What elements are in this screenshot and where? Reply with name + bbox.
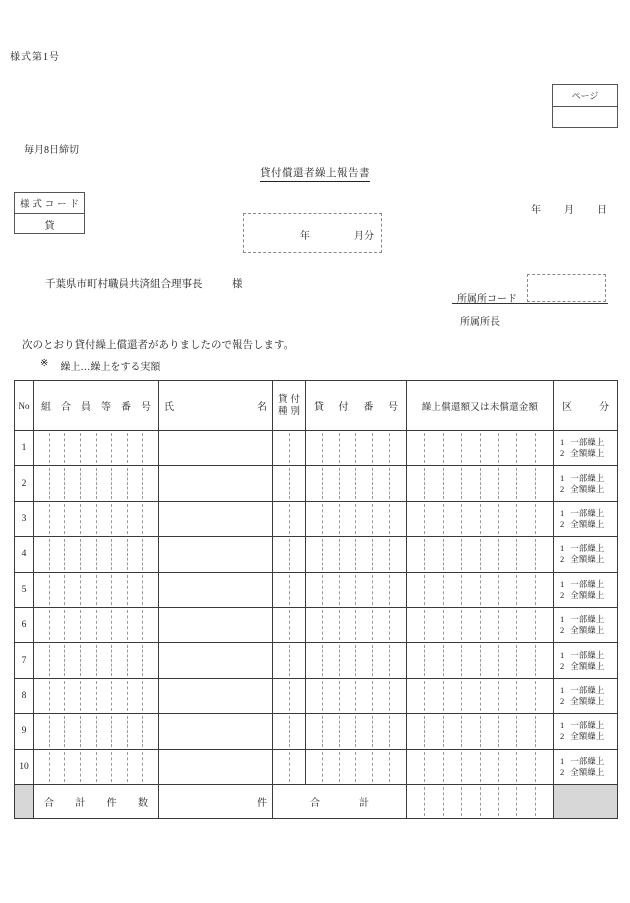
member-number-cell[interactable] [34, 679, 159, 713]
repayment-table [14, 380, 618, 819]
row-number: 9 [15, 714, 34, 748]
page-title: 貸付償還者繰上報告書 [260, 168, 370, 182]
header-name: 氏 名 [159, 381, 273, 430]
member-number-cell[interactable] [34, 502, 159, 536]
table-row [15, 678, 617, 713]
office-code-field[interactable] [527, 274, 606, 302]
loan-number-cell[interactable] [306, 466, 407, 500]
loan-type-cell[interactable] [273, 431, 306, 465]
row-number: 5 [15, 573, 34, 607]
member-number-cell[interactable] [34, 643, 159, 677]
loan-type-cell[interactable] [273, 643, 306, 677]
form-code-label: 様 式 コ ー ド [15, 193, 84, 214]
row-number: 10 [15, 750, 34, 784]
footer-total-label: 合 計 [273, 785, 407, 818]
footer-count-field[interactable]: 件 [159, 785, 273, 818]
loan-number-cell[interactable] [306, 537, 407, 571]
amount-cell[interactable] [407, 750, 554, 784]
loan-number-cell[interactable] [306, 431, 407, 465]
loan-type-cell[interactable] [273, 608, 306, 642]
form-code-box [14, 192, 85, 234]
loan-type-cell[interactable] [273, 750, 306, 784]
row-number: 2 [15, 466, 34, 500]
header-no: No [15, 381, 34, 430]
footer-total-count-label: 合 計 件 数 [34, 785, 159, 818]
loan-number-cell[interactable] [306, 573, 407, 607]
kubun-cell[interactable]: 1 一部繰上 2 全額繰上 [560, 649, 605, 671]
report-period-box[interactable] [243, 213, 382, 253]
header-loan-number: 貸 付 番 号 [306, 381, 407, 430]
loan-type-cell[interactable] [273, 679, 306, 713]
month-label: 月 [564, 205, 574, 216]
loan-number-cell[interactable] [306, 608, 407, 642]
table-row [15, 607, 617, 642]
table-row [15, 465, 617, 500]
footer-shaded-no [15, 785, 34, 818]
note-line [40, 358, 160, 373]
table-row [15, 749, 617, 784]
member-number-cell[interactable] [34, 466, 159, 500]
loan-type-cell[interactable] [273, 466, 306, 500]
report-statement: 次のとおり貸付繰上償還者がありましたので報告します。 [22, 340, 295, 351]
header-amount: 繰上償還額又は未償還金額 [407, 381, 554, 430]
office-code-label: 所属所コード [457, 294, 517, 305]
kubun-cell[interactable]: 1 一部繰上 2 全額繰上 [560, 578, 605, 600]
header-loan-type: 貸 付 種 別 [273, 381, 306, 430]
loan-number-cell[interactable] [306, 502, 407, 536]
name-cell[interactable] [159, 608, 273, 642]
kubun-cell[interactable]: 1 一部繰上 2 全額繰上 [560, 684, 605, 706]
name-cell[interactable] [159, 502, 273, 536]
amount-cell[interactable] [407, 537, 554, 571]
amount-cell[interactable] [407, 643, 554, 677]
footer-total-amount-field[interactable] [407, 785, 554, 818]
table-row [15, 430, 617, 465]
period-year-label: 年 [300, 231, 310, 242]
form-number: 様式第1号 [10, 52, 60, 63]
loan-number-cell[interactable] [306, 714, 407, 748]
loan-type-cell[interactable] [273, 573, 306, 607]
page-label: ページ [553, 85, 617, 107]
name-cell[interactable] [159, 466, 273, 500]
amount-cell[interactable] [407, 608, 554, 642]
office-code-row [452, 274, 608, 304]
amount-cell[interactable] [407, 431, 554, 465]
member-number-cell[interactable] [34, 608, 159, 642]
row-number: 8 [15, 679, 34, 713]
table-row [15, 713, 617, 748]
row-number: 6 [15, 608, 34, 642]
kubun-cell[interactable]: 1 一部繰上 2 全額繰上 [560, 543, 605, 565]
header-member-number: 組 合 員 等 番 号 [34, 381, 159, 430]
name-cell[interactable] [159, 431, 273, 465]
member-number-cell[interactable] [34, 431, 159, 465]
member-number-cell[interactable] [34, 714, 159, 748]
name-cell[interactable] [159, 643, 273, 677]
table-row [15, 501, 617, 536]
addressee-name: 千葉県市町村職員共済組合理事長 [45, 279, 203, 290]
kubun-cell[interactable]: 1 一部繰上 2 全額繰上 [560, 614, 605, 636]
table-row [15, 642, 617, 677]
page-number-field[interactable] [553, 107, 617, 128]
form-code-value: 貸 [44, 220, 55, 232]
table-footer-row [15, 784, 617, 818]
deadline-note: 毎月8日締切 [24, 145, 79, 156]
loan-type-cell[interactable] [273, 537, 306, 571]
loan-number-cell[interactable] [306, 679, 407, 713]
period-month-label: 月分 [354, 231, 374, 242]
loan-number-cell[interactable] [306, 643, 407, 677]
kubun-cell[interactable]: 1 一部繰上 2 全額繰上 [560, 437, 605, 459]
addressee-honorific: 様 [232, 279, 243, 290]
table-row [15, 572, 617, 607]
kubun-cell[interactable]: 1 一部繰上 2 全額繰上 [560, 472, 605, 494]
office-head-label: 所属所長 [460, 317, 500, 328]
note-mark: ※ [40, 358, 49, 369]
member-number-cell[interactable] [34, 537, 159, 571]
amount-cell[interactable] [407, 714, 554, 748]
name-cell[interactable] [159, 537, 273, 571]
row-number: 1 [15, 431, 34, 465]
report-date-line [531, 201, 607, 216]
page-number-box [552, 84, 618, 128]
year-label: 年 [531, 205, 541, 216]
amount-cell[interactable] [407, 679, 554, 713]
row-number: 3 [15, 502, 34, 536]
name-cell[interactable] [159, 679, 273, 713]
amount-cell[interactable] [407, 573, 554, 607]
row-number: 7 [15, 643, 34, 677]
kubun-cell[interactable]: 1 一部繰上 2 全額繰上 [560, 507, 605, 529]
title-row [0, 165, 630, 180]
name-cell[interactable] [159, 573, 273, 607]
amount-cell[interactable] [407, 466, 554, 500]
kubun-cell[interactable]: 1 一部繰上 2 全額繰上 [560, 720, 605, 742]
member-number-cell[interactable] [34, 750, 159, 784]
table-header-row [15, 381, 617, 430]
header-kubun: 区 分 [562, 402, 609, 413]
row-number: 4 [15, 537, 34, 571]
kubun-cell[interactable]: 1 一部繰上 2 全額繰上 [560, 755, 605, 777]
name-cell[interactable] [159, 714, 273, 748]
loan-number-cell[interactable] [306, 750, 407, 784]
table-body [15, 430, 617, 784]
note-text: 繰上…繰上をする実額 [60, 362, 161, 373]
member-number-cell[interactable] [34, 573, 159, 607]
addressee-line [45, 276, 305, 290]
amount-cell[interactable] [407, 502, 554, 536]
loan-type-cell[interactable] [273, 502, 306, 536]
footer-shaded-kubun [554, 785, 617, 818]
day-label: 日 [597, 205, 607, 216]
table-row [15, 536, 617, 571]
loan-type-cell[interactable] [273, 714, 306, 748]
name-cell[interactable] [159, 750, 273, 784]
